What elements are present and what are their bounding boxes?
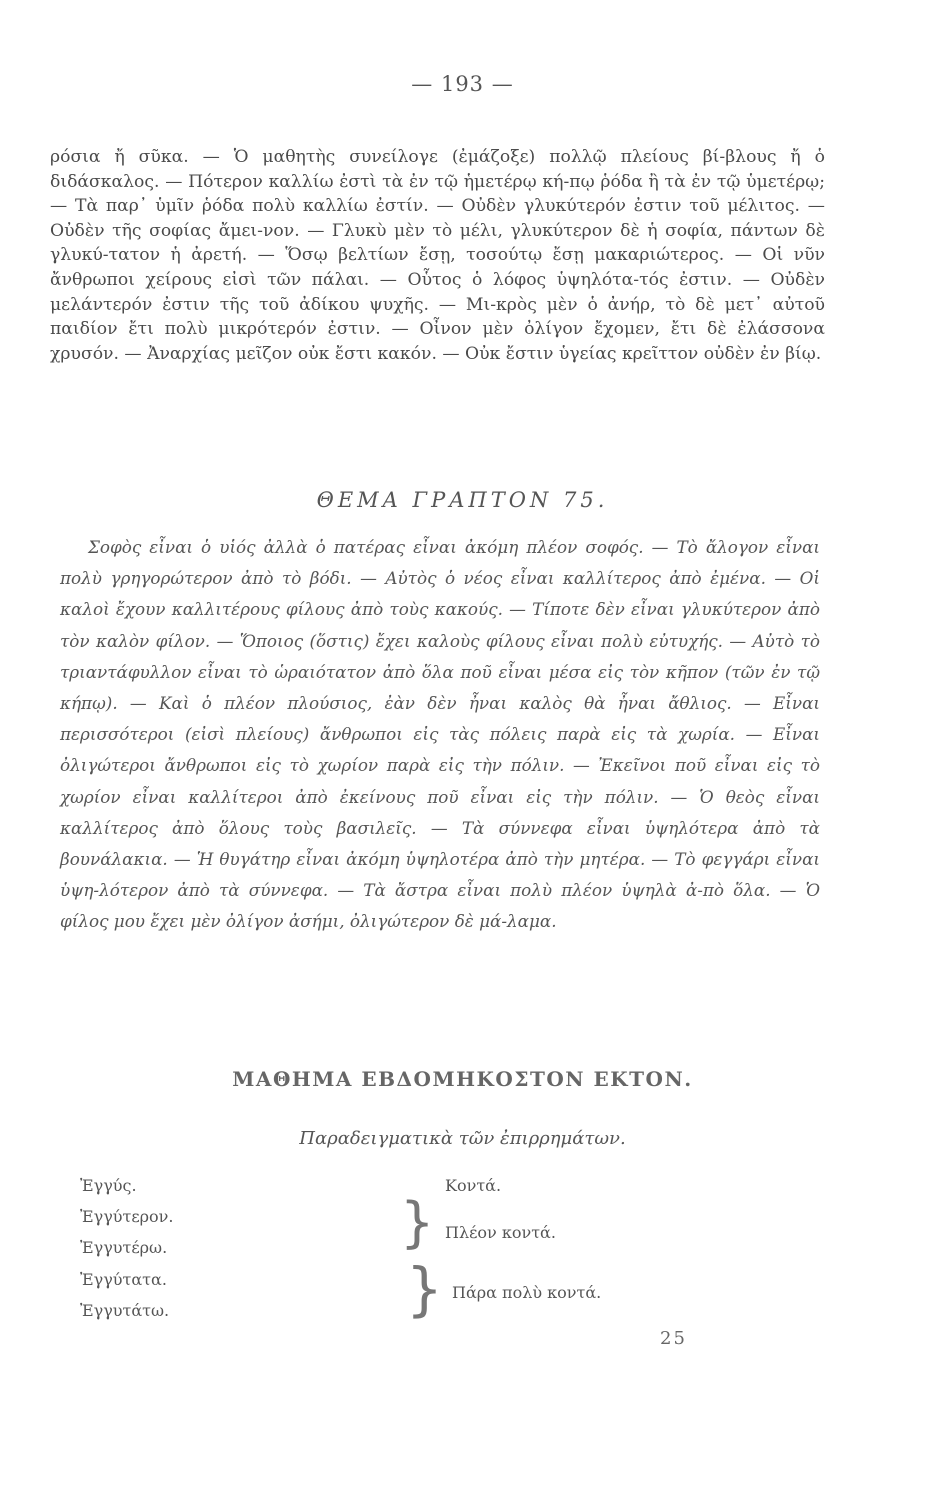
brace-icon: } <box>400 1191 435 1254</box>
adverb-word: Ἐγγύς. <box>80 1176 137 1195</box>
adverb-word: Ἐγγύτερον. <box>80 1207 174 1226</box>
lesson-subheading: Παραδειγματικὰ τῶν ἐπιρρημάτων. <box>299 1128 626 1149</box>
adverb-meaning: Πάρα πολὺ κοντά. <box>452 1283 602 1302</box>
adverb-meaning: Κοντά. <box>445 1176 502 1195</box>
adverb-meaning: Πλέον κοντά. <box>445 1223 556 1242</box>
signature-mark: 25 <box>660 1328 687 1349</box>
page-number: — 193 — <box>411 72 514 96</box>
brace-icon: } <box>406 1255 443 1323</box>
adverb-word: Ἐγγυτέρω. <box>80 1238 168 1257</box>
section-title: ΘΕΜΑ ΓΡΑΠΤΟΝ 75. <box>316 488 609 512</box>
adverb-word: Ἐγγύτατα. <box>80 1270 167 1289</box>
paragraph-text: ρόσια ἤ σῦκα. — Ὁ μαθητὴς συνείλογε (ἐμάζοξε) πολλῷ πλείους βί-βλους ἤ ὁ διδάσκαλος. — Πότερον καλλίω ἐστὶ τὰ ἐν τῷ ἡμετέρῳ κή-πῳ ῥόδα ἢ τὰ ἐν τῷ ὑμετέρῳ; — Τὰ παρ᾽ ὑμῖν ῥόδα πολὺ καλλίω ἐστίν. — Οὐδὲν γλυκύτερόν ἐστιν τοῦ μέλιτος. — Οὐδὲν τῆς σοφίας ἄμει-νον. — Γλυκὺ μὲν τὸ μέλι, γλυκύτερον δὲ ἡ σοφία, πάντων δὲ γλυκύ-τατον ἡ ἀρετή. — Ὅσῳ βελτίων ἔσῃ, τοσούτῳ ἔσῃ μακαριώτερος. — Οἱ νῦν ἄνθρωποι χείρους εἰσὶ τῶν πάλαι. — Οὗτος ὁ λόφος ὑψηλότα-τός ἐστιν. — Οὐδὲν μελάντερόν ἐστιν τῆς τοῦ ἀδίκου ψυχῆς. — Μι-κρὸς μὲν ὁ ἀνήρ, τὸ δὲ μετ᾽ αὐτοῦ παιδίον ἔτι πολὺ μικρότερόν ἐστιν. — Οἶνον μὲν ὀλίγον ἔχομεν, ἔτι δὲ ἐλάσσονα χρυσόν. — Ἀναρχίας μεῖζον οὐκ ἔστι κακόν. — Οὐκ ἔστιν ὑγείας κρεῖττον οὐδὲν ἐν βίῳ. <box>50 147 825 364</box>
adverb-word: Ἐγγυτάτω. <box>80 1301 170 1320</box>
lesson-heading: ΜΑΘΗΜΑ ΕΒΔΟΜΗΚΟΣΤΟΝ ΕΚΤΟΝ. <box>232 1067 693 1091</box>
exercise-text: Σοφὸς εἶναι ὁ υἱός ἀλλὰ ὁ πατέρας εἶναι ἀκόμη πλέον σοφός. — Τὸ ἄλογον εἶναι πολὺ γρηγορώτερον ἀπὸ τὸ βόδι. — Αὐτὸς ὁ νέος εἶναι καλλίτερος ἀπὸ ἐμένα. — Οἱ καλοὶ ἔχουν καλλιτέρους φίλους ἀπὸ τοὺς κακούς. — Τίποτε δὲν εἶναι γλυκύτερον ἀπὸ τὸν καλὸν φίλον. — Ὅποιος (ὅστις) ἔχει καλοὺς φίλους εἶναι πολὺ εὐτυχής. — Αὐτὸ τὸ τριαντάφυλλον εἶναι τὸ ὡραιότατον ἀπὸ ὅλα ποῦ εἶναι μέσα εἰς τὸν κῆπον (τῶν ἐν τῷ κήπῳ). — Καὶ ὁ πλέον πλούσιος, ἐὰν δὲν ἦναι καλὸς θὰ ἦναι ἄθλιος. — Εἶναι περισσότεροι (εἰσὶ πλείους) ἄνθρωποι εἰς τὰς πόλεις παρὰ εἰς τὰ χωρία. — Εἶναι ὀλιγώτεροι ἄνθρωποι εἰς τὸ χωρίον παρὰ εἰς τὴν πόλιν. — Ἐκεῖνοι ποῦ εἶναι εἰς τὸ χωρίον εἶναι καλλίτεροι ἀπὸ ἐκείνους ποῦ εἶναι εἰς τὴν πόλιν. — Ὁ θεὸς εἶναι καλλίτερος ἀπὸ ὅλους τοὺς βασιλεῖς. — Τὰ σύννεφα εἶναι ὑψηλότερα ἀπὸ τὰ βουνάλακια. — Ἡ θυγάτηρ εἶναι ἀκόμη ὑψηλοτέρα ἀπὸ τὴν μητέρα. — Τὸ φεγγάρι εἶναι ὑψη-λότερον ἀπὸ τὰ σύννεφα. — Τὰ ἄστρα εἶναι πολὺ πλέον ὑψηλὰ ἀ-πὸ ὅλα. — Ὁ φίλος μου ἔχει μὲν ὀλίγον ἀσήμι, ὀλιγώτερον δὲ μά-λαμα. <box>60 537 820 932</box>
